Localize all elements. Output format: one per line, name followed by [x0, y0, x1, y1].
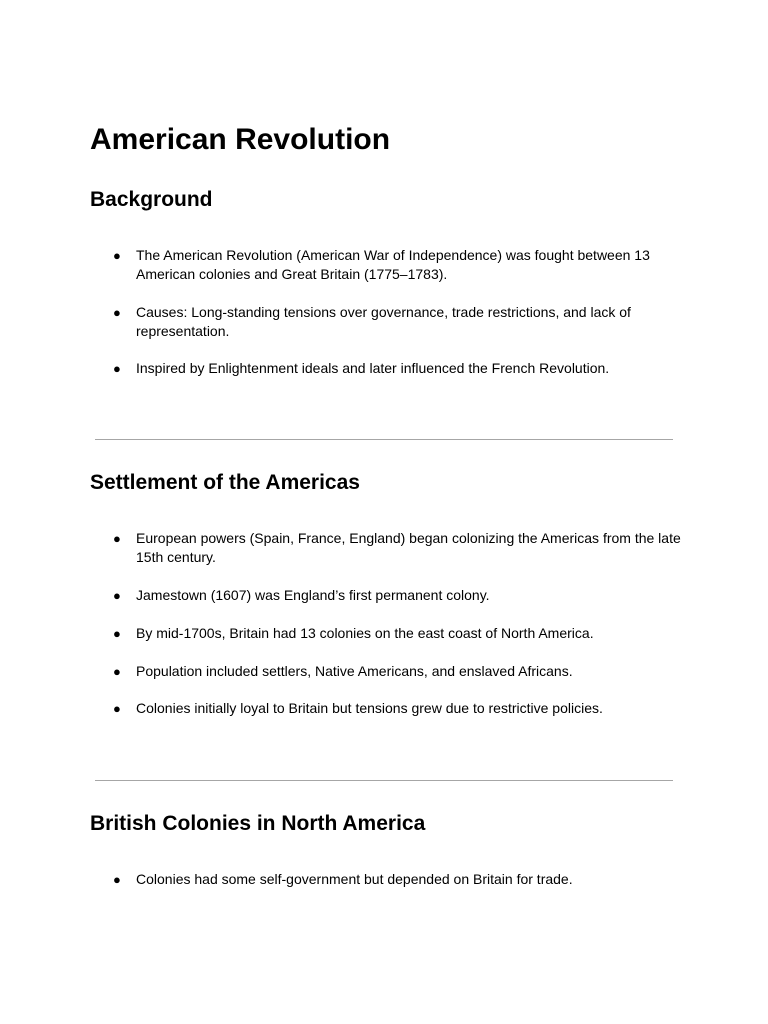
list-item-text: By mid-1700s, Britain had 13 colonies on the east coast of North America.: [136, 625, 594, 641]
list-item-text: The American Revolution (American War of Independence) was fought between 13 American colonies and Great Britain (1775–1783).: [136, 247, 650, 282]
list-item-text: Colonies had some self-government but depended on Britain for trade.: [136, 871, 573, 887]
list-item-text: Causes: Long-standing tensions over governance, trade restrictions, and lack of representation.: [136, 304, 631, 339]
bullet-icon: ●: [113, 664, 121, 679]
list-item-text: Colonies initially loyal to Britain but tensions grew due to restrictive policies.: [136, 700, 603, 716]
list-item-text: Inspired by Enlightenment ideals and later influenced the French Revolution.: [136, 360, 610, 376]
list-item-text: European powers (Spain, France, England) began colonizing the Americas from the late 15th century.: [136, 530, 681, 565]
bullet-icon: ●: [113, 588, 121, 603]
section-divider: [95, 439, 673, 440]
list-item-text: Jamestown (1607) was England’s first permanent colony.: [136, 587, 490, 603]
page-title: American Revolution: [90, 123, 391, 156]
section-heading-british-colonies: British Colonies in North America: [90, 812, 426, 835]
list-item-text: Population included settlers, Native Americans, and enslaved Africans.: [136, 663, 573, 679]
bullet-icon: ●: [113, 872, 121, 887]
bullet-icon: ●: [113, 305, 121, 320]
bullet-icon: ●: [113, 248, 121, 263]
bullet-icon: ●: [113, 531, 121, 546]
section-heading-settlement: Settlement of the Americas: [90, 471, 360, 494]
bullet-icon: ●: [113, 701, 121, 716]
bullet-icon: ●: [113, 361, 121, 376]
bullet-icon: ●: [113, 626, 121, 641]
section-heading-background: Background: [90, 188, 213, 211]
section-divider: [95, 780, 673, 781]
